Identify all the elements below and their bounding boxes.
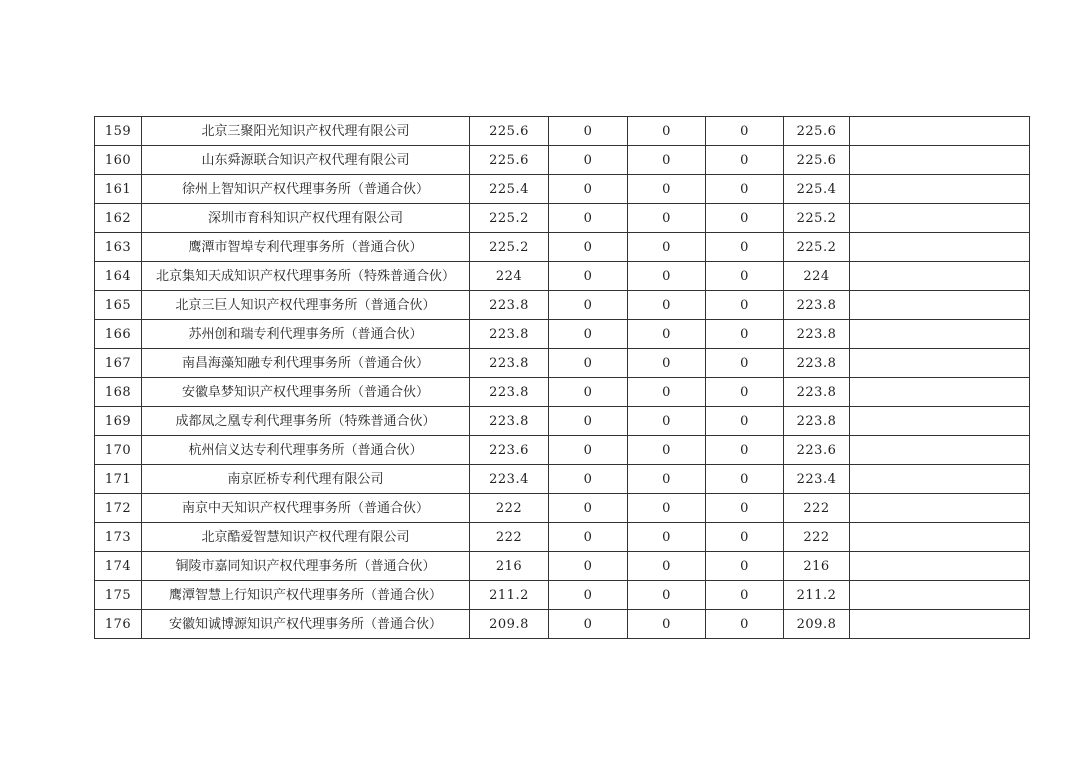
remark-cell	[850, 349, 1030, 378]
total-score-cell: 223.8	[784, 378, 850, 407]
agency-name-cell: 北京三聚阳光知识产权代理有限公司	[142, 117, 470, 146]
remark-cell	[850, 436, 1030, 465]
score-cell-1: 225.4	[470, 175, 549, 204]
total-score-cell: 225.6	[784, 117, 850, 146]
rank-cell: 174	[95, 552, 142, 581]
rank-cell: 160	[95, 146, 142, 175]
score-cell-3: 0	[628, 204, 706, 233]
score-cell-2: 0	[549, 494, 628, 523]
score-cell-2: 0	[549, 175, 628, 204]
agency-name-cell: 铜陵市嘉同知识产权代理事务所（普通合伙）	[142, 552, 470, 581]
rank-cell: 162	[95, 204, 142, 233]
rank-cell: 170	[95, 436, 142, 465]
score-cell-1: 225.6	[470, 117, 549, 146]
score-cell-1: 225.2	[470, 204, 549, 233]
total-score-cell: 216	[784, 552, 850, 581]
score-cell-2: 0	[549, 262, 628, 291]
table-row	[95, 610, 1030, 639]
score-cell-1: 225.2	[470, 233, 549, 262]
remark-cell	[850, 320, 1030, 349]
table-row	[95, 291, 1030, 320]
score-cell-4: 0	[706, 320, 784, 349]
remark-cell	[850, 378, 1030, 407]
table-row	[95, 581, 1030, 610]
table-row	[95, 407, 1030, 436]
table-row	[95, 436, 1030, 465]
score-cell-3: 0	[628, 523, 706, 552]
score-cell-2: 0	[549, 320, 628, 349]
score-cell-3: 0	[628, 320, 706, 349]
total-score-cell: 224	[784, 262, 850, 291]
score-cell-4: 0	[706, 117, 784, 146]
total-score-cell: 223.8	[784, 291, 850, 320]
table-row	[95, 378, 1030, 407]
table-body	[95, 117, 1030, 639]
score-cell-4: 0	[706, 465, 784, 494]
score-cell-3: 0	[628, 175, 706, 204]
total-score-cell: 223.4	[784, 465, 850, 494]
remark-cell	[850, 465, 1030, 494]
remark-cell	[850, 262, 1030, 291]
total-score-cell: 209.8	[784, 610, 850, 639]
score-cell-3: 0	[628, 378, 706, 407]
score-cell-1: 209.8	[470, 610, 549, 639]
score-cell-2: 0	[549, 378, 628, 407]
score-cell-2: 0	[549, 204, 628, 233]
rank-cell: 175	[95, 581, 142, 610]
agency-score-table	[94, 116, 1030, 639]
score-cell-4: 0	[706, 552, 784, 581]
score-cell-4: 0	[706, 262, 784, 291]
rank-cell: 165	[95, 291, 142, 320]
remark-cell	[850, 175, 1030, 204]
score-cell-1: 223.8	[470, 407, 549, 436]
agency-name-cell: 安徽阜梦知识产权代理事务所（普通合伙）	[142, 378, 470, 407]
remark-cell	[850, 233, 1030, 262]
remark-cell	[850, 610, 1030, 639]
remark-cell	[850, 523, 1030, 552]
score-cell-1: 224	[470, 262, 549, 291]
rank-cell: 159	[95, 117, 142, 146]
agency-name-cell: 北京酷爱智慧知识产权代理有限公司	[142, 523, 470, 552]
table-row	[95, 494, 1030, 523]
rank-cell: 173	[95, 523, 142, 552]
score-cell-4: 0	[706, 436, 784, 465]
score-cell-3: 0	[628, 349, 706, 378]
rank-cell: 169	[95, 407, 142, 436]
agency-name-cell: 南昌海藻知融专利代理事务所（普通合伙）	[142, 349, 470, 378]
table-row	[95, 465, 1030, 494]
total-score-cell: 225.6	[784, 146, 850, 175]
score-cell-2: 0	[549, 407, 628, 436]
score-cell-4: 0	[706, 407, 784, 436]
score-cell-4: 0	[706, 523, 784, 552]
remark-cell	[850, 581, 1030, 610]
rank-cell: 161	[95, 175, 142, 204]
rank-cell: 166	[95, 320, 142, 349]
agency-name-cell: 杭州信义达专利代理事务所（普通合伙）	[142, 436, 470, 465]
score-cell-3: 0	[628, 407, 706, 436]
score-cell-3: 0	[628, 291, 706, 320]
score-cell-2: 0	[549, 523, 628, 552]
score-cell-1: 223.4	[470, 465, 549, 494]
score-cell-3: 0	[628, 610, 706, 639]
score-cell-3: 0	[628, 494, 706, 523]
score-cell-4: 0	[706, 175, 784, 204]
agency-name-cell: 南京中天知识产权代理事务所（普通合伙）	[142, 494, 470, 523]
remark-cell	[850, 291, 1030, 320]
score-cell-2: 0	[549, 146, 628, 175]
remark-cell	[850, 117, 1030, 146]
rank-cell: 167	[95, 349, 142, 378]
table-row	[95, 349, 1030, 378]
score-cell-2: 0	[549, 465, 628, 494]
score-cell-3: 0	[628, 262, 706, 291]
agency-name-cell: 南京匠桥专利代理有限公司	[142, 465, 470, 494]
score-cell-2: 0	[549, 349, 628, 378]
remark-cell	[850, 204, 1030, 233]
score-cell-1: 225.6	[470, 146, 549, 175]
score-cell-4: 0	[706, 233, 784, 262]
table-row	[95, 204, 1030, 233]
total-score-cell: 225.2	[784, 204, 850, 233]
remark-cell	[850, 552, 1030, 581]
agency-name-cell: 北京三巨人知识产权代理事务所（普通合伙）	[142, 291, 470, 320]
score-cell-4: 0	[706, 378, 784, 407]
table-row	[95, 262, 1030, 291]
score-cell-4: 0	[706, 581, 784, 610]
total-score-cell: 222	[784, 494, 850, 523]
total-score-cell: 211.2	[784, 581, 850, 610]
score-cell-2: 0	[549, 581, 628, 610]
rank-cell: 164	[95, 262, 142, 291]
agency-name-cell: 安徽知诚博源知识产权代理事务所（普通合伙）	[142, 610, 470, 639]
table-row	[95, 552, 1030, 581]
total-score-cell: 223.8	[784, 407, 850, 436]
agency-name-cell: 鹰潭智慧上行知识产权代理事务所（普通合伙）	[142, 581, 470, 610]
score-cell-4: 0	[706, 204, 784, 233]
table-row	[95, 233, 1030, 262]
table-row	[95, 320, 1030, 349]
rank-cell: 176	[95, 610, 142, 639]
score-cell-1: 223.8	[470, 378, 549, 407]
table-row	[95, 117, 1030, 146]
score-cell-4: 0	[706, 146, 784, 175]
agency-name-cell: 成都凤之凰专利代理事务所（特殊普通合伙）	[142, 407, 470, 436]
score-cell-1: 223.8	[470, 349, 549, 378]
agency-name-cell: 北京集知天成知识产权代理事务所（特殊普通合伙）	[142, 262, 470, 291]
total-score-cell: 223.6	[784, 436, 850, 465]
score-cell-3: 0	[628, 436, 706, 465]
rank-cell: 168	[95, 378, 142, 407]
score-cell-1: 223.8	[470, 291, 549, 320]
score-cell-1: 223.6	[470, 436, 549, 465]
score-cell-3: 0	[628, 465, 706, 494]
remark-cell	[850, 146, 1030, 175]
score-cell-3: 0	[628, 146, 706, 175]
score-cell-2: 0	[549, 552, 628, 581]
score-cell-4: 0	[706, 494, 784, 523]
total-score-cell: 222	[784, 523, 850, 552]
rank-cell: 163	[95, 233, 142, 262]
score-cell-3: 0	[628, 581, 706, 610]
agency-name-cell: 深圳市育科知识产权代理有限公司	[142, 204, 470, 233]
table-row	[95, 523, 1030, 552]
score-cell-3: 0	[628, 552, 706, 581]
agency-name-cell: 徐州上智知识产权代理事务所（普通合伙）	[142, 175, 470, 204]
remark-cell	[850, 407, 1030, 436]
table-row	[95, 175, 1030, 204]
table-row	[95, 146, 1030, 175]
total-score-cell: 225.2	[784, 233, 850, 262]
score-cell-3: 0	[628, 233, 706, 262]
score-cell-2: 0	[549, 610, 628, 639]
score-cell-1: 223.8	[470, 320, 549, 349]
score-cell-4: 0	[706, 349, 784, 378]
score-cell-3: 0	[628, 117, 706, 146]
remark-cell	[850, 494, 1030, 523]
score-cell-1: 222	[470, 523, 549, 552]
total-score-cell: 223.8	[784, 349, 850, 378]
score-cell-4: 0	[706, 610, 784, 639]
rank-cell: 171	[95, 465, 142, 494]
rank-cell: 172	[95, 494, 142, 523]
agency-name-cell: 苏州创和瑞专利代理事务所（普通合伙）	[142, 320, 470, 349]
total-score-cell: 223.8	[784, 320, 850, 349]
agency-name-cell: 鹰潭市智埠专利代理事务所（普通合伙）	[142, 233, 470, 262]
total-score-cell: 225.4	[784, 175, 850, 204]
score-cell-1: 222	[470, 494, 549, 523]
score-cell-2: 0	[549, 233, 628, 262]
score-cell-2: 0	[549, 436, 628, 465]
score-cell-1: 216	[470, 552, 549, 581]
agency-name-cell: 山东舜源联合知识产权代理有限公司	[142, 146, 470, 175]
score-cell-2: 0	[549, 291, 628, 320]
score-cell-1: 211.2	[470, 581, 549, 610]
score-cell-4: 0	[706, 291, 784, 320]
score-cell-2: 0	[549, 117, 628, 146]
